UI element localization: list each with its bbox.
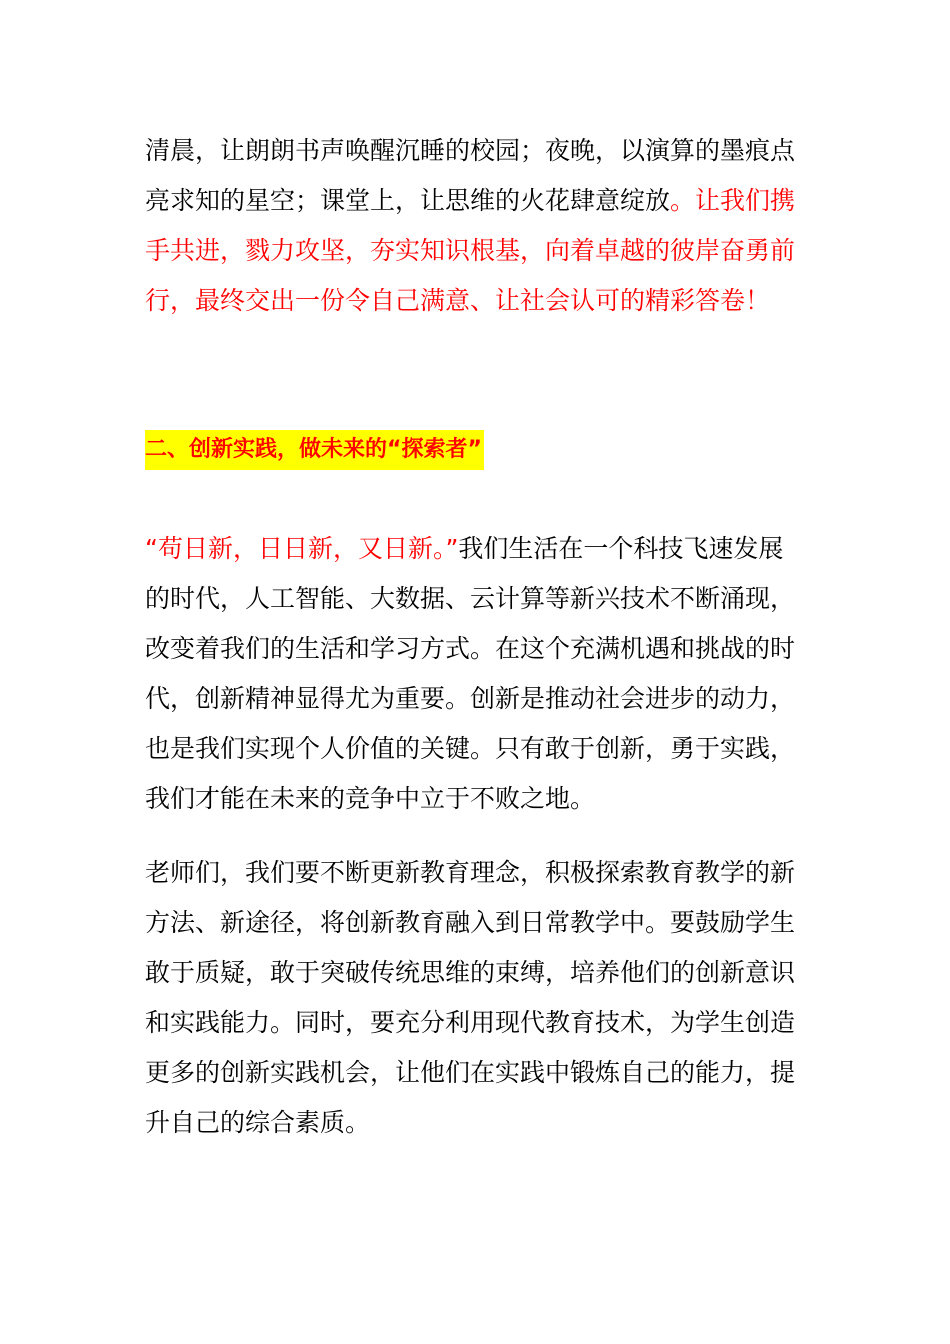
- paragraph-teachers: 老师们，我们要不断更新教育理念，积极探索教育教学的新方法、新途径，将创新教育融入到日常教学中。要鼓励学生敢于质疑，敢于突破传统思维的束缚，培养他们的创新意识和实践能力。同时，要充分利用现代教育技术，为学生创造更多的创新实践机会，让他们在实践中锻炼自己的能力，提升自己的综合素质。: [145, 858, 796, 1137]
- paragraph-text-red: 。让我们携手共进，戮力攻坚，夯实知识根基，向着卓越的彼岸奋勇前行，最终交出一份令自己满意、让社会认可的精彩答卷！: [145, 186, 796, 315]
- paragraph-morning-evening: [145, 126, 805, 326]
- paragraph-innovation-era: [145, 524, 805, 824]
- paragraph-text-black: 清晨，让朗朗书声唤醒沉睡的校园；夜晚，以演算的墨痕点亮求知的星空；课堂上，让思维的火花肆意绽放: [145, 136, 796, 215]
- paragraph-text-black: 我们生活在一个科技飞速发展的时代，人工智能、大数据、云计算等新兴技术不断涌现，改变着我们的生活和学习方式。在这个充满机遇和挑战的时代，创新精神显得尤为重要。创新是推动社会进步的动力，也是我们实现个人价值的关键。只有敢于创新，勇于实践，我们才能在未来的竞争中立于不败之地。: [145, 534, 796, 813]
- section-heading-innovation: 二、创新实践，做未来的“探索者”: [145, 430, 484, 470]
- quote-text-red: “苟日新，日日新，又日新。”: [145, 534, 459, 563]
